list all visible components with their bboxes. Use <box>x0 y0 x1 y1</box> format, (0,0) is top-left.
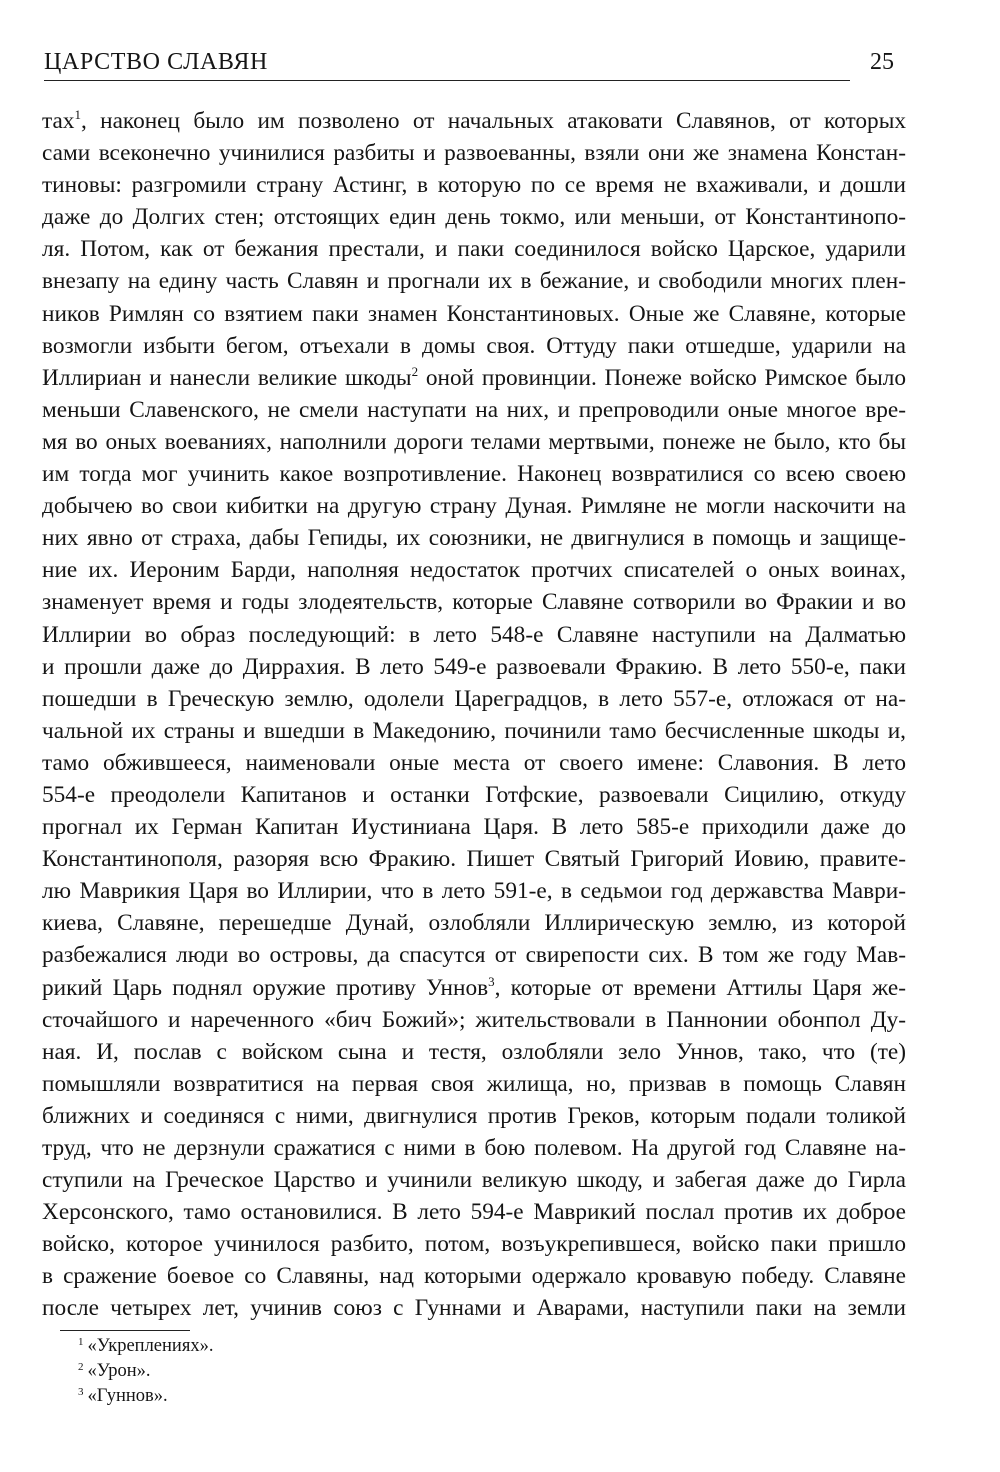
page-number: 25 <box>870 49 894 75</box>
footnote-text: «Укреплениях». <box>87 1336 214 1356</box>
text-run: сточайшого и нареченного «бич Божий»; жительствовали в Паннонии обонпол Ду- <box>42 1006 906 1033</box>
text-line <box>42 1068 906 1100</box>
text-line <box>42 426 906 458</box>
text-line <box>42 939 906 971</box>
footnote <box>78 1359 213 1384</box>
text-line <box>42 811 906 843</box>
footnote <box>78 1384 213 1409</box>
footnote-mark: 3 <box>78 1386 84 1398</box>
text-line <box>42 875 906 907</box>
text-run: войско, которое учинилося разбито, потом, возъукрепившеся, войско паки пришло <box>42 1231 906 1258</box>
text-line <box>42 522 906 554</box>
text-line <box>42 490 906 522</box>
text-run: ближних и соединяся с ними, двигнулися против Греков, которым подали толикой <box>42 1102 906 1129</box>
text-line <box>42 330 906 362</box>
text-run: ная. И, послав с войском сына и тестя, озлобляли зело Уннов, тако, что (те) <box>42 1038 906 1065</box>
header-rule <box>44 80 850 81</box>
text-line <box>42 265 906 297</box>
text-run: тах <box>42 108 75 134</box>
text-run: помышляли возвратитися на первая своя жилища, но, призвав в помощь Славян <box>42 1070 906 1097</box>
text-run: в сражение боевое со Славяны, над которыми одержало кровавую победу. Славяне <box>42 1263 906 1290</box>
text-line <box>42 1228 906 1260</box>
text-run: тамо обжившееся, наименовали оные места от своего имене: Славония. В лето <box>42 749 906 776</box>
text-line <box>42 1164 906 1196</box>
text-line <box>42 747 906 779</box>
footnote-text: «Гуннов». <box>87 1386 168 1406</box>
text-run: Иллирии во образ последующий: в лето 548-е Славяне наступили на Далматью <box>42 621 906 648</box>
text-run: Иллириан и нанесли великие шкоды <box>42 364 412 391</box>
text-line <box>42 586 906 618</box>
text-line <box>42 779 906 811</box>
text-line <box>42 458 906 490</box>
footnote-ref: 3 <box>488 973 495 989</box>
footnote-ref: 2 <box>411 363 419 379</box>
text-line <box>42 554 906 586</box>
text-run: ние их. Иероним Барди, наполняя недостаток протчих списателей о оных воинах, <box>42 557 906 584</box>
text-run: чальной их страны и вшедши в Македонию, починили тамо бесчисленные шкоды и, <box>42 717 906 744</box>
text-line <box>42 843 906 875</box>
text-run: киева, Славяне, перешедше Дунай, озлобляли Иллирическую землю, из которой <box>42 910 906 937</box>
text-run: , наконец было им позволено от начальных атаковати Славянов, от которых <box>80 108 906 134</box>
text-run: ников Римлян со взятием паки знамен Константиновых. Оные же Славяне, которые <box>42 300 906 327</box>
text-line <box>42 683 906 715</box>
text-run: Константинополя, разоряя всю Фракию. Пишет Святый Григорий Иовию, правите- <box>42 846 906 873</box>
text-line <box>42 394 906 426</box>
text-line <box>42 619 906 651</box>
text-run: лю Маврикия Царя во Иллирии, что в лето 591-е, в седьмои год державства Маври- <box>42 878 906 905</box>
text-run: рикий Царь поднял оружие противу Уннов <box>42 974 489 1001</box>
text-line <box>42 972 906 1004</box>
text-run: 554-е преодолели Капитанов и останки Готфские, развоевали Сицилию, откуду <box>42 781 906 808</box>
text-line <box>42 137 906 169</box>
text-line <box>42 1004 906 1036</box>
text-line <box>42 233 906 265</box>
running-head-title: ЦАРСТВО СЛАВЯН <box>44 49 268 75</box>
footnotes <box>78 1334 213 1409</box>
text-line <box>42 169 906 201</box>
text-run: добычею во свои кибитки на другую страну Дуная. Римляне не могли наскочити на <box>42 493 906 520</box>
text-run: ля. Потом, как от бежания престали, и паки соединилося войско Царское, ударили <box>42 236 906 263</box>
text-run: оной провинции. Понеже войско Римское было <box>418 364 906 391</box>
text-line <box>42 201 906 233</box>
text-line <box>42 907 906 939</box>
text-run: Херсонского, тамо остановилися. В лето 594-е Маврикий послал против их доброе <box>42 1199 906 1226</box>
text-line <box>42 715 906 747</box>
text-line <box>42 1292 906 1324</box>
text-run: тиновы: разгромили страну Астинг, в которую по се время не вхаживали, и дошли <box>42 172 906 199</box>
footnote <box>78 1334 213 1359</box>
text-line <box>42 1100 906 1132</box>
text-run: сами всеконечно учинилися разбиты и развоеванны, взяли они же знамена Констан- <box>42 140 906 167</box>
footnote-ref: 1 <box>74 107 81 122</box>
text-run: ступили на Греческое Царство и учинили великую шкоду, и забегая даже до Гирла <box>42 1167 906 1194</box>
text-line <box>42 298 906 330</box>
text-line <box>42 651 906 683</box>
text-line <box>42 1260 906 1292</box>
text-run: мя во оных воеваниях, наполнили дороги телами мертвыми, понеже не было, кто бы <box>42 428 906 455</box>
text-run: , которые от времени Аттилы Царя же- <box>494 974 906 1001</box>
text-line <box>42 1036 906 1068</box>
text-run: меньши Славенского, не смели наступати на них, и препроводили оные многое вре- <box>42 396 906 423</box>
body-text <box>42 105 906 1325</box>
footnote-text: «Урон». <box>87 1361 151 1381</box>
text-run: них явно от страха, дабы Гепиды, их союзники, не двигнулися в помощь и защище- <box>42 525 906 552</box>
text-run: труд, что не дерзнули сражатися с ними в бою полевом. На другой год Славяне на- <box>42 1135 906 1161</box>
text-line <box>42 1196 906 1228</box>
text-line <box>42 362 906 394</box>
text-line <box>42 105 906 137</box>
text-run: им тогда мог учинить какое возпротивление. Наконец возвратилися со всею своею <box>42 461 906 488</box>
text-run: после четырех лет, учинив союз с Гуннами и Аварами, наступили паки на земли <box>42 1295 906 1322</box>
text-run: прогнал их Герман Капитан Иустиниана Царя. В лето 585-е приходили даже до <box>42 814 906 841</box>
text-run: даже до Долгих стен; отстоящих един день токмо, или меньши, от Константинопо- <box>42 204 906 231</box>
text-run: и прошли даже до Диррахия. В лето 549-е развоевали Фракию. В лето 550-е, паки <box>42 653 906 680</box>
text-run: пошедши в Греческую землю, одолели Цареградцов, в лето 557-е, отложася от на- <box>42 685 906 712</box>
text-run: возмогли избыти бегом, отъехали в домы своя. Оттуду паки отшедше, ударили на <box>42 332 906 359</box>
text-run: внезапу на едину часть Славян и прогнали их в бежание, и свободили многих плен- <box>42 268 906 295</box>
text-run: знаменует время и годы злодеятельств, которые Славяне сотворили во Фракии и во <box>42 589 906 616</box>
text-run: разбежалися люди во островы, да спасутся от свирепости сих. В том же году Мав- <box>42 942 906 969</box>
text-line <box>42 1132 906 1164</box>
footnote-mark: 2 <box>78 1361 84 1373</box>
footnote-rule <box>60 1330 190 1331</box>
footnote-mark: 1 <box>78 1336 84 1348</box>
